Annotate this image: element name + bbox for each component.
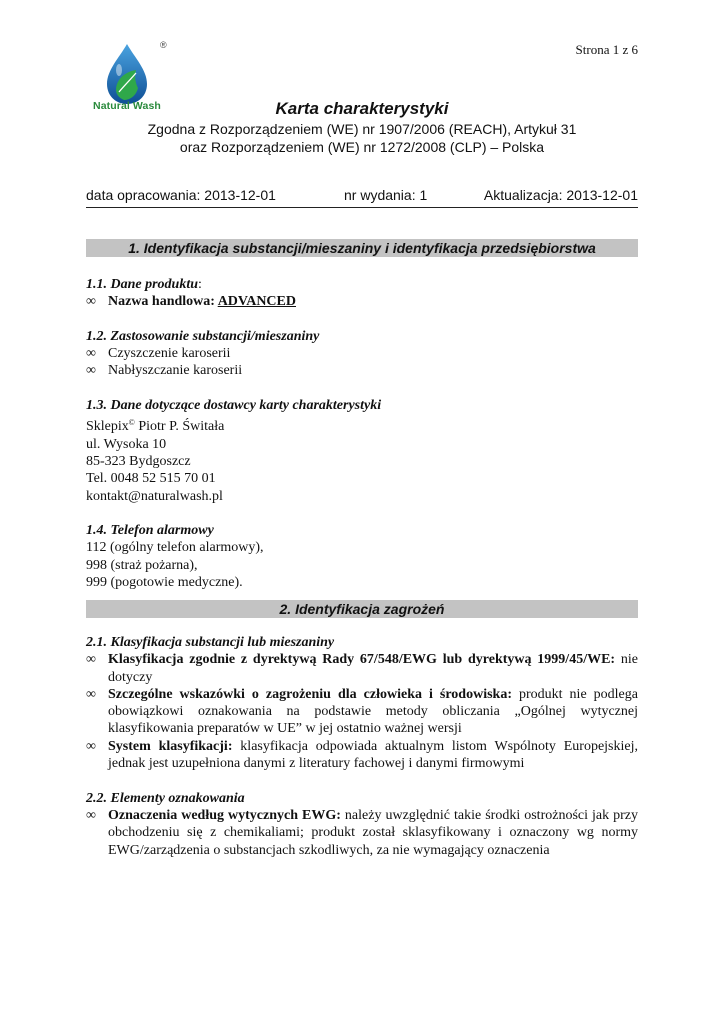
trade-name: ADVANCED: [217, 294, 296, 310]
page-number: Strona 1 z 6: [575, 42, 638, 57]
supplier-email: kontakt@naturalwash.pl: [86, 488, 223, 504]
date-of-preparation: data opracowania: 2013-12-01: [86, 187, 276, 203]
bullet-icon: ∞: [86, 738, 96, 754]
bullet-icon: ∞: [86, 363, 96, 379]
document-title: Karta charakterystyki: [275, 99, 449, 118]
section-1-heading: 1. Identyfikacja substancji/mieszaniny i identyfikacja przedsiębiorstwa: [86, 239, 638, 257]
emergency-phone-1: 112 (ogólny telefon alarmowy),: [86, 540, 264, 556]
document-meta: [86, 187, 638, 208]
regulation-line-2: oraz Rozporządzeniem (WE) nr 1272/2008 (CLP) – Polska: [179, 139, 545, 155]
logo-text: Natural Wash: [93, 100, 161, 112]
subsection-1-1-heading: 1.1. Dane produktu: [86, 277, 199, 292]
supplier-name: Sklepix© Piotr P. Świtała: [86, 418, 225, 435]
registered-mark: ®: [160, 40, 167, 50]
emergency-phone-2: 998 (straż pożarna),: [86, 557, 198, 573]
emergency-phone-3: 999 (pogotowie medyczne).: [86, 575, 243, 591]
supplier-phone: Tel. 0048 52 515 70 01: [86, 471, 216, 487]
list-item: ∞ System klasyfikacji: klasyfikacja odpowiada aktualnym listom Wspólnoty Europejskiej, jednak jest uzupełniona danymi z literatury fachowej i danymi firmowymi: [86, 738, 638, 772]
list-item: ∞ Nazwa handlowa: ADVANCED: [86, 294, 296, 310]
bullet-icon: ∞: [86, 294, 96, 310]
section-2-content: [86, 634, 638, 859]
subsection-2-1-heading: 2.1. Klasyfikacja substancji lub mieszaniny: [86, 635, 335, 650]
bullet-icon: ∞: [86, 346, 96, 362]
list-item: ∞ Czyszczenie karoserii: [86, 346, 231, 362]
section-1-content: 1.1. Dane produktu: ∞ Nazwa handlowa: ADVANCED 1.2. Zastosowanie substancji/mieszaniny ∞ Czyszczenie karoserii ∞ Nabłyszczanie karoserii 1.3. Dane dotyczące dostawcy karty charakterystyki Sklepix© Piotr P. Świtała ul. Wysoka 10 85-323 Bydgoszcz Tel. 0048 52 515 70 01 kontakt@naturalwash.pl 1.4. Telefon alarmowy 112 (ogólny telefon alarmowy), 998 (straż pożarna), 999 (pogotowie medyczne).: [86, 276, 638, 591]
list-item: ∞ Nabłyszczanie karoserii: [86, 363, 243, 379]
subsection-2-2-heading: 2.2. Elementy oznakowania: [86, 790, 245, 806]
subsection-1-4-heading: 1.4. Telefon alarmowy: [86, 523, 214, 539]
list-item: ∞ Klasyfikacja zgodnie z dyrektywą Rady 67/548/EWG lub dyrektywą 1999/45/WE: nie dotyczy: [86, 652, 638, 685]
bullet-icon: ∞: [86, 652, 96, 668]
supplier-street: ul. Wysoka 10: [86, 436, 167, 452]
update-date: Aktualizacja: 2013-12-01: [483, 187, 638, 203]
subsection-1-3-heading: 1.3. Dane dotyczące dostawcy karty charakterystyki: [86, 398, 382, 414]
subsection-1-2-heading: 1.2. Zastosowanie substancji/mieszaniny: [86, 328, 320, 344]
section-2-heading: 2. Identyfikacja zagrożeń: [86, 600, 638, 618]
list-item: ∞ Oznaczenia według wytycznych EWG: należy uwzględnić takie środki ostrożności jak przy obchodzeniu się z chemikaliami; produkt został sklasyfikowany i oznaczony wg normy EWG/zarządzenia o substancjach szkodliwych, za nie wymagający oznaczenia: [86, 807, 638, 858]
bullet-icon: ∞: [86, 807, 96, 823]
edition-number: nr wydania: 1: [344, 187, 428, 203]
list-item: ∞ Szczególne wskazówki o zagrożeniu dla człowieka i środowiska: produkt nie podlega obowiązkowi oznakowania na podstawie metody obliczania „Ogólnej wytycznej klasyfikowania preparatów w UE” w jej ostatnio ważnej wersji: [86, 686, 638, 737]
bullet-icon: ∞: [86, 686, 96, 702]
supplier-city: 85-323 Bydgoszcz: [86, 453, 191, 469]
regulation-line-1: Zgodna z Rozporządzeniem (WE) nr 1907/2006 (REACH), Artykuł 31: [147, 121, 577, 137]
